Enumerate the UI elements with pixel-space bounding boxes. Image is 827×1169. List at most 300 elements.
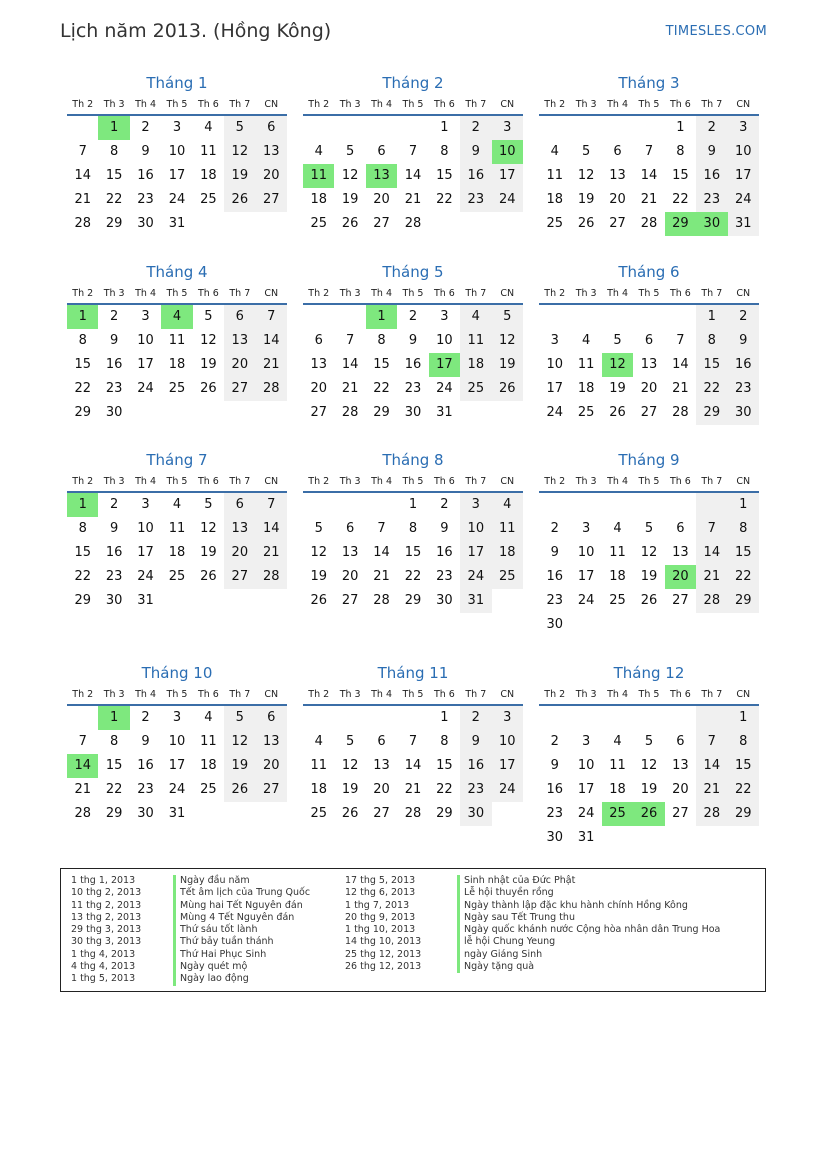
day-cell: 13 (373, 758, 390, 773)
day-cell: 3 (172, 710, 182, 725)
day-cell: 9 (141, 734, 150, 749)
month-calendar (67, 449, 287, 613)
day-cell: 23 (546, 806, 563, 821)
day-cell: 13 (224, 329, 255, 353)
empty-day-cell (397, 116, 428, 140)
day-cell: 14 (74, 168, 91, 183)
day-cell: 10 (436, 333, 453, 348)
day-cell: 8 (78, 333, 87, 348)
day-cell: 11 (168, 333, 186, 348)
legend-date: 12 thg 6, 2013 (345, 887, 416, 899)
weekday-label: Th 7 (701, 288, 723, 299)
empty-day-cell (366, 706, 397, 730)
day-cell: 19 (310, 569, 327, 584)
day-cell: 5 (224, 116, 255, 140)
day-cell: 23 (696, 188, 727, 212)
day-cell: 22 (105, 192, 123, 207)
day-cell: 5 (345, 734, 355, 749)
weekday-label: CN (736, 99, 751, 110)
legend-holiday-name: Ngày quốc khánh nước Cộng hòa nhân dân Trung Hoa (457, 924, 720, 936)
day-cell: 7 (256, 493, 287, 517)
day-cell: 25 (546, 216, 563, 231)
weekday-label: Th 2 (544, 689, 566, 700)
day-cell: 5 (644, 521, 654, 536)
day-grid (67, 305, 287, 425)
day-cell: 15 (74, 357, 91, 372)
day-cell: 27 (256, 778, 287, 802)
day-cell: 6 (256, 706, 287, 730)
day-cell: 18 (609, 569, 626, 584)
day-cell: 19 (200, 545, 217, 560)
day-cell: 12 (640, 758, 658, 773)
day-cell: 1 (440, 710, 449, 725)
day-cell: 20 (373, 782, 390, 797)
empty-day-cell (633, 116, 664, 140)
weekday-label: Th 2 (72, 288, 94, 299)
day-cell: 12 (200, 521, 217, 536)
day-cell: 13 (609, 168, 626, 183)
day-cell: 20 (609, 192, 626, 207)
day-cell: 18 (577, 381, 595, 396)
day-cell: 16 (696, 164, 727, 188)
weekday-label: Th 6 (433, 99, 455, 110)
weekday-label: Th 2 (72, 476, 94, 487)
weekday-label: Th 2 (72, 99, 94, 110)
day-cell: 5 (314, 521, 323, 536)
day-cell: 10 (168, 734, 186, 749)
legend-holiday-name: Thứ Hai Phục Sinh (173, 949, 310, 961)
weekday-label: CN (500, 689, 515, 700)
day-cell: 16 (105, 357, 123, 372)
day-cell: 4 (204, 120, 213, 135)
empty-day-cell (539, 493, 570, 517)
legend-holiday-name: lễ hội Chung Yeung (457, 936, 720, 948)
day-cell: 15 (672, 168, 689, 183)
weekday-header (67, 287, 287, 305)
weekday-label: Th 3 (103, 689, 125, 700)
day-cell: 20 (224, 353, 255, 377)
day-cell: 26 (577, 216, 595, 231)
day-cell: 17 (137, 357, 154, 372)
day-cell: 21 (74, 192, 91, 207)
holiday-legend (60, 868, 766, 992)
day-cell: 4 (581, 333, 591, 348)
day-cell: 27 (373, 806, 390, 821)
day-cell: 21 (404, 192, 422, 207)
weekday-label: Th 3 (339, 288, 361, 299)
day-cell: 27 (609, 216, 626, 231)
day-cell: 1 (408, 497, 418, 512)
legend-names-col-2 (457, 875, 720, 973)
day-cell: 31 (577, 830, 595, 845)
day-cell: 17 (546, 381, 563, 396)
day-cell: 5 (224, 706, 255, 730)
day-cell: 8 (109, 144, 119, 159)
weekday-label: Th 3 (575, 689, 597, 700)
day-cell: 6 (644, 333, 654, 348)
day-cell: 31 (168, 806, 186, 821)
day-cell: 26 (609, 405, 626, 420)
empty-day-cell (696, 493, 727, 517)
day-cell: 19 (640, 569, 658, 584)
day-grid (539, 493, 759, 637)
legend-holiday-name: Mùng hai Tết Nguyên đán (173, 900, 310, 912)
weekday-label: Th 2 (544, 288, 566, 299)
day-cell: 24 (137, 381, 154, 396)
weekday-header (303, 475, 523, 493)
day-cell: 16 (460, 164, 491, 188)
day-cell: 14 (256, 517, 287, 541)
day-cell: 25 (577, 405, 595, 420)
day-cell: 17 (577, 782, 595, 797)
day-cell: 31 (168, 216, 186, 231)
day-grid (303, 706, 523, 826)
day-cell: 4 (613, 521, 622, 536)
day-cell: 12 (341, 758, 359, 773)
legend-date: 1 thg 1, 2013 (71, 875, 136, 886)
day-cell: 14 (404, 168, 422, 183)
day-cell: 21 (373, 569, 390, 584)
day-cell: 13 (341, 545, 359, 560)
day-grid (539, 706, 759, 850)
day-cell: 18 (609, 782, 626, 797)
weekday-label: Th 4 (607, 288, 628, 299)
weekday-label: Th 6 (433, 288, 455, 299)
legend-date: 4 thg 4, 2013 (71, 961, 136, 973)
empty-day-cell (665, 493, 696, 517)
weekday-label: Th 3 (575, 288, 597, 299)
weekday-label: Th 5 (166, 476, 188, 487)
day-cell: 10 (137, 333, 154, 348)
day-cell: 30 (436, 593, 453, 608)
day-cell: 24 (728, 188, 759, 212)
day-cell: 15 (74, 545, 91, 560)
day-cell: 15 (404, 545, 422, 560)
day-cell: 23 (137, 782, 154, 797)
day-grid (67, 493, 287, 613)
weekday-label: Th 6 (669, 476, 691, 487)
day-cell: 15 (105, 758, 123, 773)
day-cell: 3 (581, 521, 591, 536)
month-name: Tháng 11 (377, 664, 449, 682)
day-cell: 22 (728, 778, 759, 802)
holiday-day-cell: 11 (303, 164, 334, 188)
day-cell: 28 (341, 405, 359, 420)
day-cell: 2 (109, 497, 119, 512)
day-cell: 23 (404, 381, 422, 396)
day-cell: 4 (172, 497, 182, 512)
legend-date: 10 thg 2, 2013 (71, 887, 142, 899)
weekday-label: Th 3 (103, 99, 125, 110)
day-cell: 27 (341, 593, 359, 608)
empty-day-cell (570, 116, 601, 140)
weekday-label: Th 3 (339, 476, 361, 487)
legend-date: 1 thg 4, 2013 (71, 948, 136, 960)
day-grid (67, 706, 287, 826)
day-cell: 4 (204, 710, 213, 725)
weekday-label: Th 4 (371, 476, 392, 487)
legend-date: 11 thg 2, 2013 (71, 899, 142, 911)
legend-holiday-name: Tết âm lịch của Trung Quốc (173, 887, 310, 899)
weekday-label: Th 6 (433, 689, 455, 700)
holiday-day-cell: 25 (602, 802, 633, 826)
day-cell: 6 (676, 734, 685, 749)
day-cell: 22 (436, 192, 453, 207)
holiday-day-cell: 30 (696, 212, 727, 236)
day-cell: 9 (696, 140, 727, 164)
weekday-label: Th 5 (402, 99, 424, 110)
day-cell: 9 (550, 758, 559, 773)
day-cell: 29 (728, 589, 759, 613)
legend-holiday-name: Thứ sáu tốt lành (173, 924, 310, 936)
day-cell: 20 (341, 569, 359, 584)
month-calendar (303, 72, 523, 236)
day-cell: 23 (460, 188, 491, 212)
day-cell: 7 (345, 333, 355, 348)
weekday-label: CN (736, 288, 751, 299)
day-cell: 4 (460, 305, 491, 329)
day-cell: 3 (141, 497, 150, 512)
legend-holiday-name: Ngày thành lập đặc khu hành chính Hồng Kông (457, 900, 720, 912)
legend-holiday-name: Thứ bảy tuần thánh (173, 936, 310, 948)
day-cell: 17 (577, 569, 595, 584)
holiday-day-cell: 17 (429, 353, 460, 377)
legend-date: 26 thg 12, 2013 (345, 961, 422, 973)
day-cell: 18 (492, 541, 523, 565)
weekday-header (539, 688, 759, 706)
day-cell: 28 (256, 377, 287, 401)
month-name: Tháng 8 (382, 451, 444, 469)
empty-day-cell (67, 116, 98, 140)
legend-date: 14 thg 10, 2013 (345, 936, 422, 948)
day-cell: 17 (137, 545, 154, 560)
holiday-day-cell: 26 (633, 802, 664, 826)
weekday-header (539, 98, 759, 116)
day-cell: 26 (640, 593, 658, 608)
weekday-label: Th 5 (166, 689, 188, 700)
weekday-label: CN (736, 476, 751, 487)
holiday-day-cell: 12 (602, 353, 633, 377)
day-cell: 27 (640, 405, 658, 420)
day-cell: 13 (640, 357, 658, 372)
empty-day-cell (665, 706, 696, 730)
day-cell: 8 (440, 734, 449, 749)
empty-day-cell (303, 706, 334, 730)
month-calendar (67, 261, 287, 425)
holiday-day-cell: 14 (67, 754, 98, 778)
month-name: Tháng 2 (382, 74, 444, 92)
day-cell: 2 (440, 497, 449, 512)
weekday-header (303, 688, 523, 706)
day-cell: 17 (460, 541, 491, 565)
legend-date: 1 thg 7, 2013 (345, 899, 410, 911)
day-cell: 6 (256, 116, 287, 140)
weekday-label: CN (736, 689, 751, 700)
day-cell: 16 (404, 357, 422, 372)
day-cell: 25 (168, 569, 186, 584)
day-cell: 4 (314, 734, 323, 749)
day-cell: 3 (492, 116, 523, 140)
day-cell: 25 (200, 782, 217, 797)
day-cell: 6 (314, 333, 323, 348)
day-cell: 4 (550, 144, 559, 159)
weekday-label: Th 5 (638, 288, 660, 299)
day-cell: 23 (105, 569, 123, 584)
weekday-header (67, 688, 287, 706)
day-cell: 28 (640, 216, 658, 231)
weekday-label: Th 5 (402, 288, 424, 299)
day-cell: 3 (728, 116, 759, 140)
day-cell: 15 (728, 754, 759, 778)
day-cell: 23 (137, 192, 154, 207)
day-cell: 9 (550, 545, 559, 560)
weekday-label: Th 6 (669, 99, 691, 110)
day-cell: 30 (105, 405, 123, 420)
day-cell: 1 (440, 120, 449, 135)
day-cell: 26 (200, 569, 217, 584)
weekday-label: Th 6 (669, 689, 691, 700)
day-cell: 28 (74, 216, 91, 231)
weekday-label: Th 7 (465, 288, 487, 299)
day-cell: 28 (373, 593, 390, 608)
day-cell: 29 (373, 405, 390, 420)
day-cell: 8 (408, 521, 418, 536)
day-cell: 22 (728, 565, 759, 589)
day-cell: 24 (577, 593, 595, 608)
month-calendar (539, 72, 759, 236)
day-cell: 22 (672, 192, 689, 207)
day-cell: 2 (408, 309, 418, 324)
day-cell: 12 (640, 545, 658, 560)
legend-names-col-1 (173, 875, 310, 986)
weekday-header (303, 98, 523, 116)
weekday-label: Th 6 (197, 99, 219, 110)
day-cell: 15 (728, 541, 759, 565)
day-cell: 11 (609, 545, 626, 560)
weekday-label: Th 4 (371, 689, 392, 700)
day-cell: 17 (168, 758, 186, 773)
weekday-label: Th 5 (638, 476, 660, 487)
month-name: Tháng 9 (618, 451, 680, 469)
day-cell: 10 (577, 758, 595, 773)
day-cell: 6 (377, 144, 386, 159)
day-cell: 19 (341, 782, 359, 797)
day-cell: 16 (460, 754, 491, 778)
day-cell: 28 (256, 565, 287, 589)
day-cell: 1 (728, 706, 759, 730)
day-cell: 30 (546, 830, 563, 845)
day-cell: 2 (141, 120, 150, 135)
day-cell: 15 (696, 353, 727, 377)
day-cell: 27 (256, 188, 287, 212)
day-cell: 19 (492, 353, 523, 377)
day-cell: 1 (676, 120, 685, 135)
weekday-label: Th 3 (339, 689, 361, 700)
day-cell: 10 (460, 517, 491, 541)
day-cell: 11 (168, 521, 186, 536)
day-cell: 22 (105, 782, 123, 797)
day-cell: 26 (200, 381, 217, 396)
day-cell: 26 (341, 216, 359, 231)
day-cell: 3 (172, 120, 182, 135)
day-cell: 22 (74, 569, 91, 584)
weekday-label: CN (264, 99, 279, 110)
day-cell: 7 (78, 734, 87, 749)
empty-day-cell (633, 493, 664, 517)
day-cell: 2 (550, 521, 559, 536)
month-name: Tháng 10 (141, 664, 213, 682)
day-cell: 24 (492, 188, 523, 212)
day-grid (303, 493, 523, 613)
day-cell: 2 (460, 706, 491, 730)
day-cell: 25 (492, 565, 523, 589)
day-cell: 16 (105, 545, 123, 560)
day-cell: 2 (109, 309, 119, 324)
day-cell: 2 (550, 734, 559, 749)
day-cell: 30 (404, 405, 422, 420)
day-cell: 6 (377, 734, 386, 749)
day-cell: 5 (581, 144, 591, 159)
legend-dates-col-1 (71, 875, 141, 986)
day-cell: 9 (109, 333, 119, 348)
weekday-label: Th 3 (575, 99, 597, 110)
day-cell: 12 (200, 333, 217, 348)
day-cell: 22 (436, 782, 453, 797)
day-cell: 13 (224, 517, 255, 541)
weekday-label: Th 3 (339, 99, 361, 110)
day-cell: 23 (460, 778, 491, 802)
day-cell: 9 (440, 521, 449, 536)
day-cell: 9 (728, 329, 759, 353)
empty-day-cell (334, 116, 365, 140)
empty-day-cell (539, 305, 570, 329)
day-cell: 28 (696, 802, 727, 826)
weekday-label: CN (264, 689, 279, 700)
day-cell: 5 (204, 497, 213, 512)
weekday-label: Th 4 (607, 689, 628, 700)
day-cell: 25 (609, 593, 626, 608)
day-cell: 18 (168, 545, 186, 560)
month-name: Tháng 4 (146, 263, 208, 281)
day-cell: 15 (373, 357, 390, 372)
day-cell: 10 (546, 357, 563, 372)
weekday-label: CN (500, 99, 515, 110)
day-cell: 7 (408, 144, 418, 159)
day-cell: 20 (256, 754, 287, 778)
day-cell: 3 (492, 706, 523, 730)
legend-holiday-name: Ngày quét mộ (173, 961, 310, 973)
day-cell: 31 (436, 405, 453, 420)
day-cell: 13 (672, 545, 689, 560)
day-grid (67, 116, 287, 236)
day-cell: 23 (728, 377, 759, 401)
day-cell: 19 (224, 164, 255, 188)
day-cell: 5 (644, 734, 654, 749)
empty-day-cell (539, 706, 570, 730)
day-cell: 11 (492, 517, 523, 541)
legend-date: 17 thg 5, 2013 (345, 875, 416, 886)
day-cell: 17 (728, 164, 759, 188)
empty-day-cell (334, 305, 365, 329)
day-cell: 3 (141, 309, 150, 324)
day-cell: 5 (204, 309, 213, 324)
brand-link[interactable]: TIMESLES.COM (665, 24, 767, 39)
weekday-label: Th 7 (229, 689, 251, 700)
day-cell: 12 (341, 168, 359, 183)
day-cell: 12 (224, 140, 255, 164)
empty-day-cell (303, 305, 334, 329)
day-cell: 29 (105, 806, 123, 821)
